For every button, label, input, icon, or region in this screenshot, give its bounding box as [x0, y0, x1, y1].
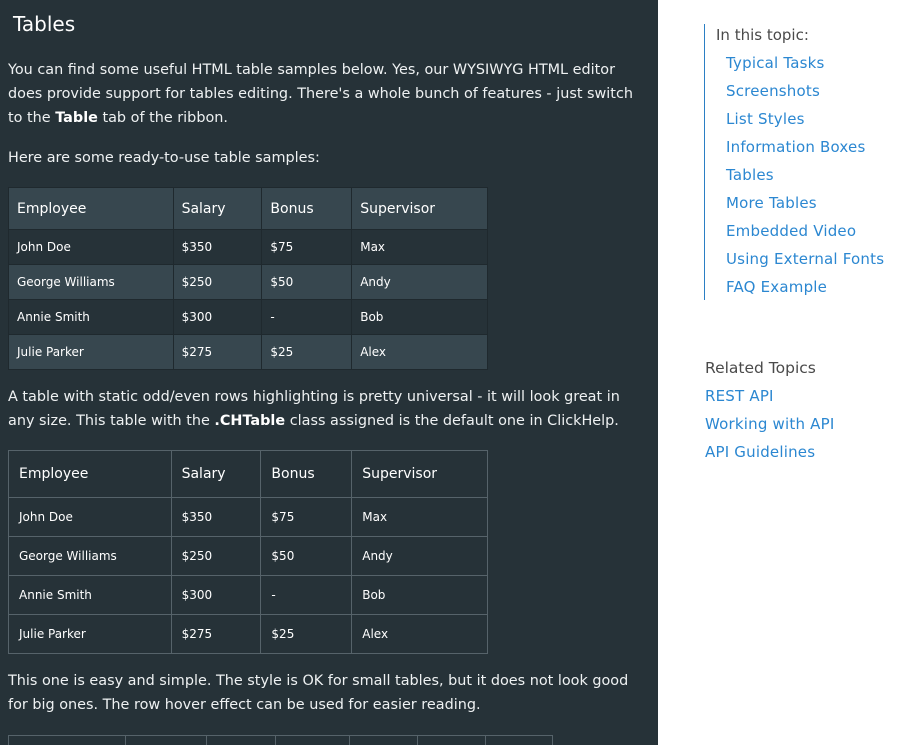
- table-cell: $300: [171, 576, 261, 615]
- table-cell: $275: [173, 335, 262, 370]
- table-cell: $25: [262, 335, 352, 370]
- table-cell: $75: [262, 230, 352, 265]
- sample-table-bordered: [8, 450, 488, 654]
- intro-text-1: You can find some useful HTML table samples below. Yes, our WYSIWYG HTML editor does provide support for tables editing. There's a whole bunch of features - just switch to the: [8, 62, 633, 126]
- table-cell: Bob: [352, 300, 488, 335]
- table-row: [9, 537, 488, 576]
- toc-link-tables[interactable]: Tables: [726, 166, 774, 184]
- table-cell: $25: [261, 615, 352, 654]
- table-cell: $350: [171, 498, 261, 537]
- table-cell: George Williams: [9, 265, 174, 300]
- table-cell: Annie Smith: [9, 576, 172, 615]
- toc-link-embedded-video[interactable]: Embedded Video: [726, 222, 857, 240]
- table-row: [9, 265, 488, 300]
- chtable-text-2: class assigned is the default one in ClickHelp.: [285, 413, 619, 429]
- table-cell: $50: [261, 537, 352, 576]
- table-cell: $275: [171, 615, 261, 654]
- simple-table-paragraph: This one is easy and simple. The style is OK for small tables, but it does not look good for big ones. The row hover effect can be used for easier reading.: [8, 673, 629, 713]
- chtable-paragraph: [8, 385, 648, 433]
- related-link-working-with-api[interactable]: Working with API: [705, 415, 835, 433]
- table-cell: Max: [352, 230, 488, 265]
- column-header: Supervisor: [352, 451, 488, 498]
- chtable-bold-class: .CHTable: [214, 413, 286, 429]
- chtable-text-1: A table with static odd/even rows highlighting is pretty universal - it will look great in any size. This table with the: [8, 389, 620, 429]
- table-cell: $300: [173, 300, 262, 335]
- column-header: Employee: [9, 188, 174, 230]
- column-header: Employee: [9, 451, 172, 498]
- toc-heading: In this topic:: [716, 26, 809, 44]
- related-topics-heading: Related Topics: [705, 359, 816, 377]
- table-header-row: [9, 451, 488, 498]
- table-cell: John Doe: [9, 230, 174, 265]
- column-header: Bonus: [262, 188, 352, 230]
- table-row: [9, 300, 488, 335]
- related-link-rest-api[interactable]: REST API: [705, 387, 774, 405]
- page-title: Tables: [13, 12, 76, 36]
- toc-link-more-tables[interactable]: More Tables: [726, 194, 817, 212]
- related-link-api-guidelines[interactable]: API Guidelines: [705, 443, 816, 461]
- table-cell: Andy: [352, 537, 488, 576]
- column-header: Bonus: [261, 451, 352, 498]
- intro-text-2: tab of the ribbon.: [97, 110, 228, 126]
- table-row: [9, 498, 488, 537]
- table-cell: $75: [261, 498, 352, 537]
- toc-link-faq-example[interactable]: FAQ Example: [726, 278, 828, 296]
- table-cell: Bob: [352, 576, 488, 615]
- table-row: [9, 230, 488, 265]
- toc-link-information-boxes[interactable]: Information Boxes: [726, 138, 866, 156]
- table-header-row: [9, 188, 488, 230]
- toc-link-typical-tasks[interactable]: Typical Tasks: [726, 54, 825, 72]
- sample-table-simple: [8, 735, 553, 745]
- table-cell: Alex: [352, 335, 488, 370]
- table-cell: [125, 736, 206, 745]
- table-cell: [418, 736, 486, 745]
- samples-paragraph: Here are some ready-to-use table samples:: [8, 150, 320, 166]
- table-cell: [486, 736, 553, 745]
- column-header: Salary: [173, 188, 262, 230]
- intro-paragraph: [8, 58, 648, 130]
- column-header: Salary: [171, 451, 261, 498]
- table-cell: [350, 736, 418, 745]
- table-cell: [206, 736, 276, 745]
- table-cell: [276, 736, 350, 745]
- table-row: [9, 576, 488, 615]
- toc-link-screenshots[interactable]: Screenshots: [726, 82, 820, 100]
- table-cell: $250: [173, 265, 262, 300]
- table-row: [9, 615, 488, 654]
- table-cell: -: [262, 300, 352, 335]
- table-cell: George Williams: [9, 537, 172, 576]
- toc-link-using-external-fonts[interactable]: Using External Fonts: [726, 250, 885, 268]
- toc-link-list-styles[interactable]: List Styles: [726, 110, 805, 128]
- table-cell: Annie Smith: [9, 300, 174, 335]
- table-cell: Andy: [352, 265, 488, 300]
- table-cell: -: [261, 576, 352, 615]
- table-row: [9, 736, 553, 745]
- table-cell: Alex: [352, 615, 488, 654]
- table-cell: John Doe: [9, 498, 172, 537]
- table-cell: Max: [352, 498, 488, 537]
- in-this-topic-nav: [704, 24, 884, 300]
- table-cell: [9, 736, 126, 745]
- table-cell: $250: [171, 537, 261, 576]
- related-topics: [705, 354, 834, 466]
- table-row: [9, 335, 488, 370]
- table-cell: Julie Parker: [9, 615, 172, 654]
- intro-bold-table: Table: [55, 110, 98, 126]
- table-cell: Julie Parker: [9, 335, 174, 370]
- table-cell: $50: [262, 265, 352, 300]
- sample-table-striped: [8, 187, 488, 370]
- table-cell: $350: [173, 230, 262, 265]
- column-header: Supervisor: [352, 188, 488, 230]
